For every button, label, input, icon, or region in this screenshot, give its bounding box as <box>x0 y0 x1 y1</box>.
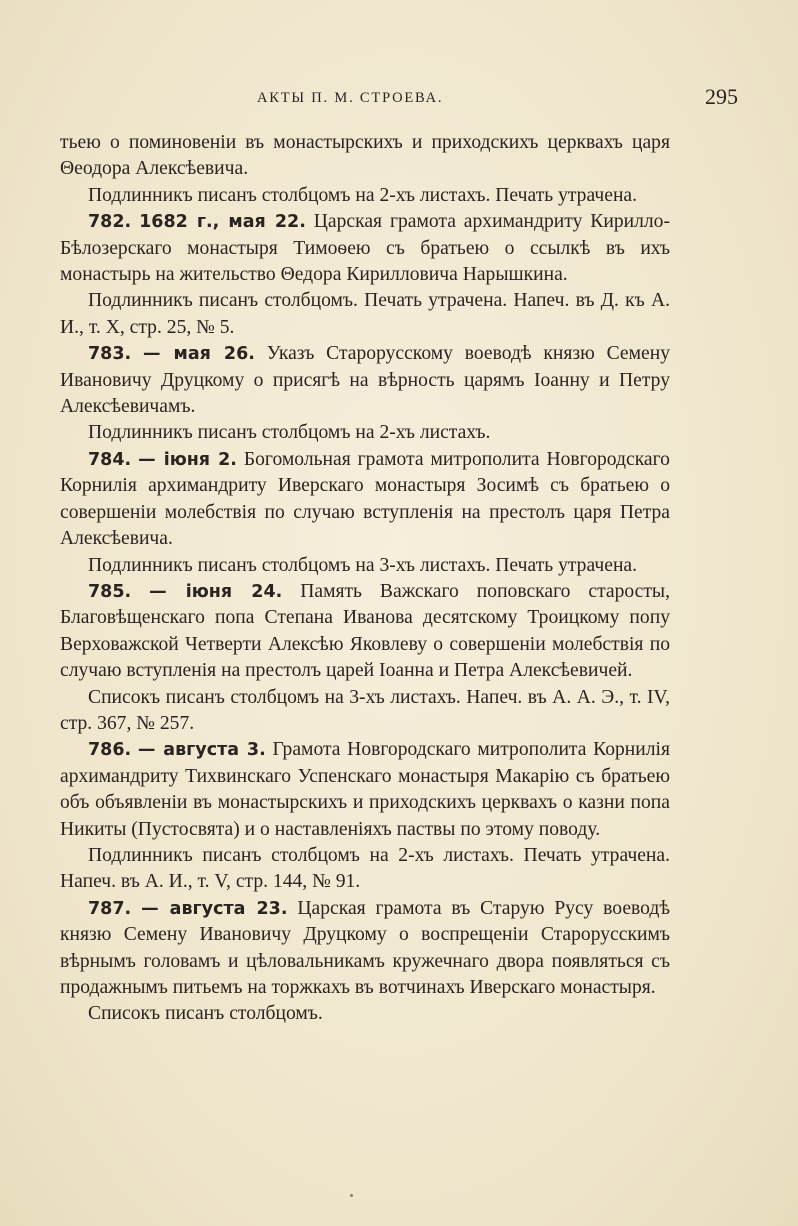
entry-date: — мая 26. <box>143 344 255 365</box>
paragraph-text: Память Важскаго поповскаго старосты, Благовѣщенскаго попа Степана Иванова десятскому Троицкому попу Верховажской Четверти Алексѣю Яковлеву о совершеніи молебствія по случаю вступленія на престолъ царей Іоанна и Петра Алексѣевичей. <box>60 580 670 682</box>
entry-date: 1682 г., мая 22. <box>139 212 306 233</box>
paragraph <box>60 843 670 896</box>
entry-paragraph <box>60 737 670 843</box>
paragraph <box>60 553 670 579</box>
paragraph-text: Указъ Старорусскому воеводѣ князю Семену Ивановичу Друцкому о присягѣ на вѣрность царямъ Іоанну и Петру Алексѣевичамъ. <box>60 343 670 418</box>
entry-paragraph <box>60 341 670 420</box>
paragraph <box>60 130 670 183</box>
page-number: 295 <box>705 84 738 109</box>
paragraph-text: Царская грамота въ Старую Русу воеводѣ князю Семену Ивановичу Друцкому о воспрещеніи Старорусскимъ вѣрнымъ головамъ и цѣловальникамъ кружечнаго двора появляться съ продажнымъ питьемъ на торжкахъ въ вотчинахъ Иверскаго монастыря. <box>60 897 670 998</box>
entry-date: — августа 3. <box>137 740 266 761</box>
paragraph-text: Царская грамота архимандриту Кирилло-Бѣлозерскаго монастыря Тимоѳею съ братьею о ссылкѣ въ ихъ монастырь на жительство Θедора Кирилловича Нарышкина. <box>60 211 670 286</box>
paragraph-text: Подлинникъ писанъ столбцомъ на 2-хъ листахъ. <box>88 422 491 444</box>
entry-paragraph <box>60 579 670 685</box>
paragraph <box>60 1001 670 1027</box>
paragraph-text: тьею о поминовеніи въ монастырскихъ и приходскихъ церквахъ царя Θеодора Алексѣевича. <box>60 132 670 180</box>
entry-date: — іюня 24. <box>149 581 283 602</box>
entry-date: — августа 23. <box>141 898 288 919</box>
paragraph-text: Грамота Новгородскаго митрополита Корнилія архимандриту Тихвинскаго Успенскаго монастыря Макарію съ братьею объ объявленіи въ монастырскихъ и приходскихъ церквахъ о казни попа Никиты (Пустосвята) и о наставленіяхъ паствы по этому поводу. <box>60 739 671 840</box>
paragraph-text: Списокъ писанъ столбцомъ на 3-хъ листахъ. Напеч. въ А. А. Э., т. IV, стр. 367, № 257. <box>60 686 670 734</box>
paragraph <box>60 685 670 738</box>
paragraph-text: Богомольная грамота митрополита Новгородскаго Корнилія архимандриту Иверскаго монастыря Зосимѣ съ братьею о совершеніи молебствія по случаю вступленія на престолъ царя Петра Алексѣевича. <box>60 448 670 550</box>
entry-number: 787. <box>88 898 132 919</box>
entry-number: 786. <box>88 740 132 761</box>
entry-paragraph <box>60 209 670 288</box>
paragraph-text: Подлинникъ писанъ столбцомъ на 2-хъ листахъ. Печать утрачена. <box>88 184 638 206</box>
entry-paragraph <box>60 447 670 553</box>
page-header <box>60 84 738 114</box>
entry-number: 785. <box>88 581 132 602</box>
paragraph-text: Подлинникъ писанъ столбцомъ на 3-хъ листахъ. Печать утрачена. <box>88 554 638 576</box>
paragraph-text: Подлинникъ писанъ столбцомъ на 2-хъ листахъ. Печать утрачена. Напеч. въ А. И., т. V, стр. 144, № 91. <box>60 844 670 893</box>
paragraph <box>60 288 670 341</box>
paragraph <box>60 420 670 446</box>
entry-number: 782. <box>88 212 132 233</box>
paper-speck <box>350 1194 353 1197</box>
entry-date: — іюня 2. <box>138 449 237 470</box>
entry-paragraph <box>60 896 670 1002</box>
entry-number: 784. <box>88 449 132 470</box>
paragraph <box>60 183 670 209</box>
paragraph-text: Подлинникъ писанъ столбцомъ. Печать утрачена. Напеч. въ Д. къ А. И., т. X, стр. 25, № 5. <box>60 290 670 338</box>
running-head: АКТЫ П. М. СТРОЕВА. <box>257 90 444 106</box>
document-body <box>60 130 670 1028</box>
paragraph-text: Списокъ писанъ столбцомъ. <box>88 1003 323 1025</box>
entry-number: 783. <box>88 344 132 365</box>
